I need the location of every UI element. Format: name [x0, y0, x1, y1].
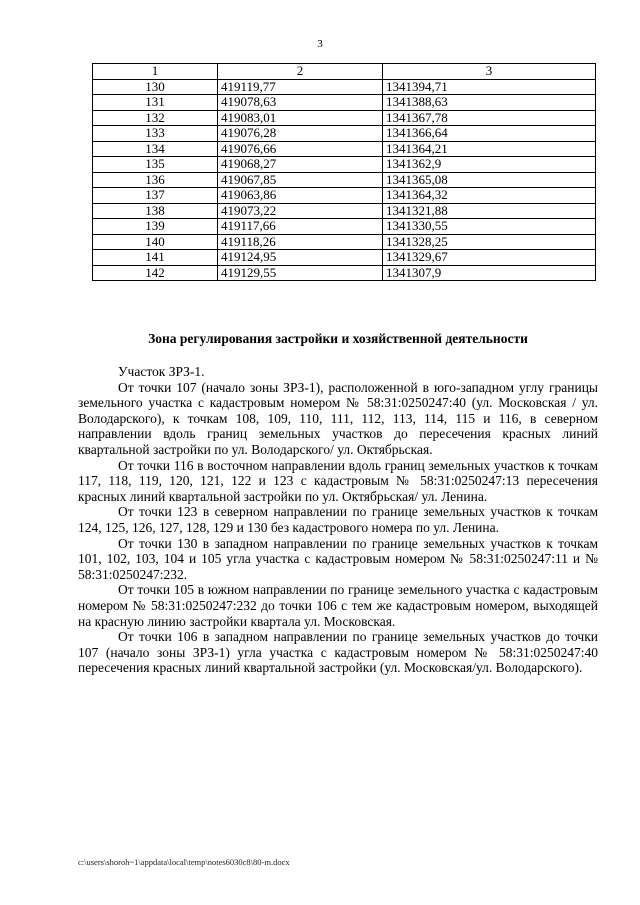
x-coordinate-cell: 419063,86 — [218, 188, 383, 204]
point-number-cell: 131 — [93, 95, 218, 111]
point-number-cell: 140 — [93, 234, 218, 250]
paragraph: От точки 123 в северном направлении по границе земельных участков к точкам 124, 125, 126, 127, 128, 129 и 130 без кадастрового номера по ул. Ленина. — [78, 504, 598, 535]
paragraph: От точки 116 в восточном направлении вдоль границ земельных участков к точкам 117, 118, 119, 120, 121, 122 и 123 с кадастровым № 58:31:0250247:13 пересечения красных линий квартальной застройки по ул. Октябрьская/ ул. Ленина. — [78, 457, 598, 504]
table-row — [93, 234, 596, 250]
point-number-cell: 138 — [93, 203, 218, 219]
y-coordinate-cell: 1341394,71 — [383, 79, 596, 95]
header-cell-y: 3 — [383, 64, 596, 80]
y-coordinate-cell: 1341329,67 — [383, 250, 596, 266]
table-body — [93, 79, 596, 281]
point-number-cell: 136 — [93, 172, 218, 188]
y-coordinate-cell: 1341307,9 — [383, 265, 596, 281]
x-coordinate-cell: 419076,66 — [218, 141, 383, 157]
y-coordinate-cell: 1341328,25 — [383, 234, 596, 250]
x-coordinate-cell: 419124,95 — [218, 250, 383, 266]
x-coordinate-cell: 419119,77 — [218, 79, 383, 95]
x-coordinate-cell: 419076,28 — [218, 126, 383, 142]
point-number-cell: 141 — [93, 250, 218, 266]
point-number-cell: 142 — [93, 265, 218, 281]
paragraph: От точки 130 в западном направлении по границе земельных участков к точкам 101, 102, 103, 104 и 105 угла участка с кадастровым номером № 58:31:0250247:11 и № 58:31:0250247:232. — [78, 535, 598, 582]
paragraph: От точки 106 в западном направлении по границе земельных участков до точки 107 (начало зоны ЗРЗ-1) угла участка с кадастровым номером № 58:31:0250247:40 пересечения красных линий квартальной застройки (ул. Московская/ул. Володарского). — [78, 629, 598, 676]
y-coordinate-cell: 1341367,78 — [383, 110, 596, 126]
table-row — [93, 95, 596, 111]
table-row — [93, 157, 596, 173]
y-coordinate-cell: 1341321,88 — [383, 203, 596, 219]
paragraph: От точки 107 (начало зоны ЗРЗ-1), расположенной в юго-западном углу границы земельного участка с кадастровым номером № 58:31:0250247:40 (ул. Московская / ул. Володарского), к точкам 108, 109, 110, 111, 112, 113, 114, 115 и 116, в северном направлении вдоль границ земельных участков до пересечения красных линий квартальной застройки по ул. Володарского/ ул. Октябрьская. — [78, 379, 598, 457]
y-coordinate-cell: 1341362,9 — [383, 157, 596, 173]
point-number-cell: 133 — [93, 126, 218, 142]
table-row — [93, 250, 596, 266]
table-row — [93, 126, 596, 142]
x-coordinate-cell: 419117,66 — [218, 219, 383, 235]
footer-file-path: c:\users\shoroh~1\appdata\local\temp\notes6030c8\80-m.docx — [78, 857, 290, 867]
x-coordinate-cell: 419067,85 — [218, 172, 383, 188]
table-row — [93, 141, 596, 157]
point-number-cell: 132 — [93, 110, 218, 126]
y-coordinate-cell: 1341366,64 — [383, 126, 596, 142]
point-number-cell: 130 — [93, 79, 218, 95]
y-coordinate-cell: 1341364,32 — [383, 188, 596, 204]
point-number-cell: 134 — [93, 141, 218, 157]
x-coordinate-cell: 419068,27 — [218, 157, 383, 173]
point-number-cell: 139 — [93, 219, 218, 235]
x-coordinate-cell: 419083,01 — [218, 110, 383, 126]
y-coordinate-cell: 1341365,08 — [383, 172, 596, 188]
point-number-cell: 137 — [93, 188, 218, 204]
table-row — [93, 172, 596, 188]
section-subtitle: Участок ЗРЗ-1. — [118, 364, 205, 379]
page-number: 3 — [317, 38, 323, 50]
table-row — [93, 219, 596, 235]
table-row — [93, 265, 596, 281]
y-coordinate-cell: 1341364,21 — [383, 141, 596, 157]
x-coordinate-cell: 419078,63 — [218, 95, 383, 111]
section-heading: Зона регулирования застройки и хозяйственной деятельности — [148, 331, 528, 346]
point-number-cell: 135 — [93, 157, 218, 173]
paragraph: От точки 105 в южном направлении по границе земельного участка с кадастровым номером № 58:31:0250247:232 до точки 106 с тем же кадастровым номером, выходящей на красную линию застройки квартала ул. Московская. — [78, 582, 598, 629]
coordinates-table — [92, 63, 596, 281]
header-cell-x: 2 — [218, 64, 383, 80]
table-row — [93, 203, 596, 219]
table-row — [93, 79, 596, 95]
y-coordinate-cell: 1341388,63 — [383, 95, 596, 111]
table-header-row — [93, 64, 596, 80]
document-body — [78, 364, 598, 676]
x-coordinate-cell: 419073,22 — [218, 203, 383, 219]
table-row — [93, 110, 596, 126]
x-coordinate-cell: 419118,26 — [218, 234, 383, 250]
y-coordinate-cell: 1341330,55 — [383, 219, 596, 235]
x-coordinate-cell: 419129,55 — [218, 265, 383, 281]
table-row — [93, 188, 596, 204]
header-cell-point: 1 — [93, 64, 218, 80]
